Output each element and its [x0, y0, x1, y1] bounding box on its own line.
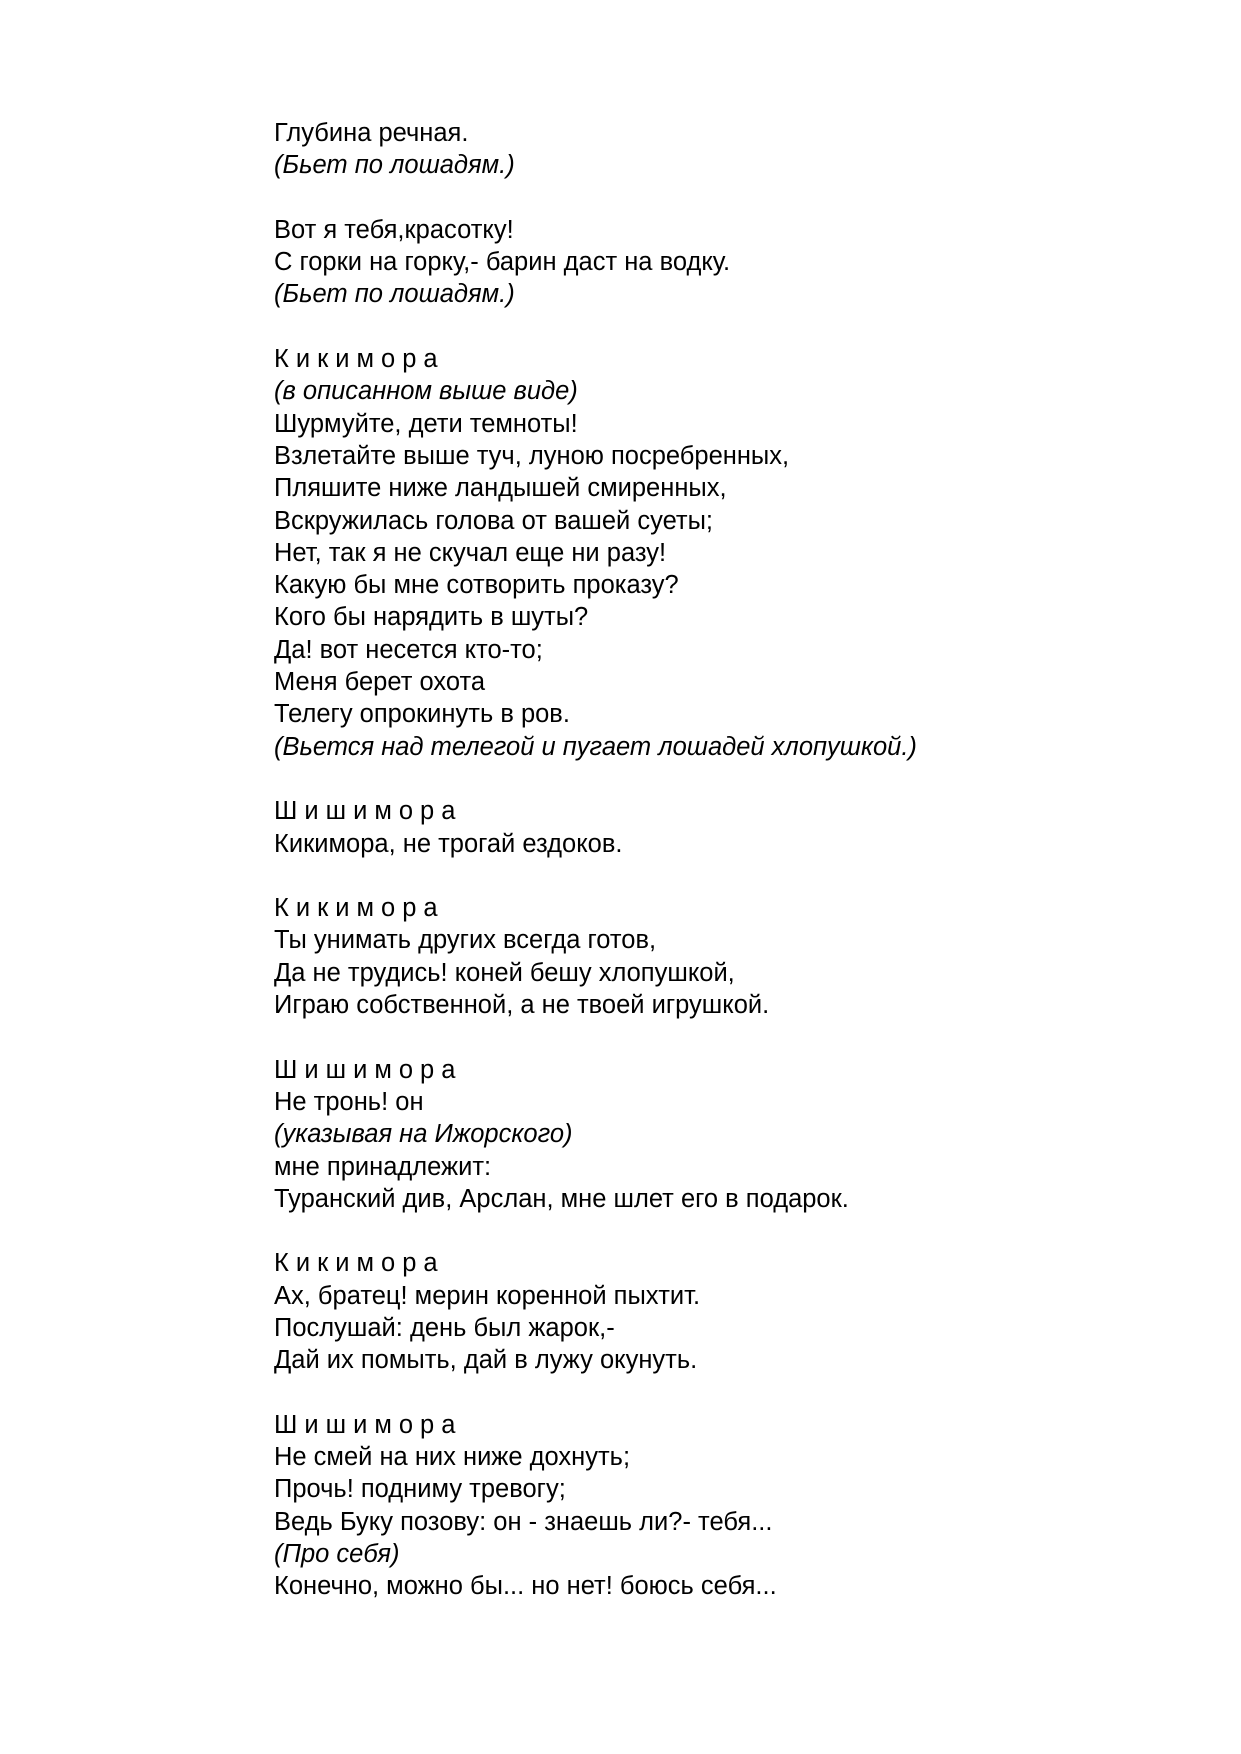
verse-line: Дай их помыть, дай в лужу окунуть. — [274, 1346, 698, 1375]
verse-line: Послушай: день был жарок,- — [274, 1313, 615, 1342]
verse-line: Вот я тебя,красотку! — [274, 215, 514, 244]
stanza-gap — [274, 1215, 1174, 1247]
verse-line: Ты унимать других всегда готов, — [274, 926, 657, 955]
verse-line: Не тронь! он — [274, 1087, 424, 1116]
verse-line: Играю собственной, а не твоей игрушкой. — [274, 991, 770, 1020]
speaker-name: Кикимора — [274, 894, 445, 923]
verse-line: Ведь Буку позову: он - знаешь ли?- тебя... — [274, 1507, 773, 1536]
verse-line: Да! вот несется кто-то; — [274, 635, 543, 664]
text-block — [274, 1054, 1174, 1215]
stanza-gap — [274, 763, 1174, 795]
speaker-name: Шишимора — [274, 1055, 463, 1084]
verse-line: Нет, так я не скучал еще ни разу! — [274, 538, 667, 567]
verse-line: Пляшите ниже ландышей смиренных, — [274, 474, 727, 503]
text-block — [274, 343, 1174, 763]
verse-line: Взлетайте выше туч, луною посребренных, — [274, 441, 790, 470]
verse-line: Прочь! подниму тревогу; — [274, 1475, 566, 1504]
stanza-gap — [274, 182, 1174, 214]
stage-direction: (Бьет по лошадям.) — [274, 151, 515, 180]
text-block — [274, 1409, 1174, 1603]
text-block — [274, 1247, 1174, 1376]
stage-direction: (в описанном выше виде) — [274, 377, 578, 406]
verse-line: Кого бы нарядить в шуты? — [274, 603, 589, 632]
verse-line: Конечно, можно бы... но нет! боюсь себя... — [274, 1572, 777, 1601]
verse-line: Телегу опрокинуть в ров. — [274, 700, 570, 729]
text-block — [274, 795, 1174, 860]
verse-line: Меня берет охота — [274, 668, 486, 697]
verse-line: Не смей на них ниже дохнуть; — [274, 1443, 631, 1472]
stage-direction: (Вьется над телегой и пугает лошадей хлопушкой.) — [274, 732, 917, 761]
stage-direction: (Бьет по лошадям.) — [274, 280, 515, 309]
text-block — [274, 214, 1174, 311]
speaker-name: Кикимора — [274, 1249, 445, 1278]
text-block — [274, 117, 1174, 182]
verse-line: Туранский див, Арслан, мне шлет его в подарок. — [274, 1184, 849, 1213]
speaker-name: Шишимора — [274, 797, 463, 826]
verse-line: Глубина речная. — [274, 119, 469, 147]
stanza-gap — [274, 1377, 1174, 1409]
verse-line: Да не трудись! коней бешу хлопушкой, — [274, 958, 735, 987]
verse-line: Ах, братец! мерин коренной пыхтит. — [274, 1281, 701, 1310]
verse-line: Какую бы мне сотворить проказу? — [274, 571, 679, 600]
text-block — [274, 892, 1174, 1021]
stanza-gap — [274, 1021, 1174, 1053]
document-page — [274, 117, 1174, 1603]
stanza-gap — [274, 860, 1174, 892]
verse-line: Вскружилась голова от вашей суеты; — [274, 506, 714, 535]
verse-line: Шурмуйте, дети темноты! — [274, 409, 578, 438]
verse-line: С горки на горку,- барин даст на водку. — [274, 248, 731, 277]
verse-line: Кикимора, не трогай ездоков. — [274, 829, 623, 858]
stanza-gap — [274, 311, 1174, 343]
speaker-name: Шишимора — [274, 1410, 463, 1439]
stage-direction: (указывая на Ижорского) — [274, 1120, 573, 1149]
verse-line: мне принадлежит: — [274, 1152, 492, 1181]
stage-direction: (Про себя) — [274, 1540, 400, 1569]
speaker-name: Кикимора — [274, 345, 445, 374]
